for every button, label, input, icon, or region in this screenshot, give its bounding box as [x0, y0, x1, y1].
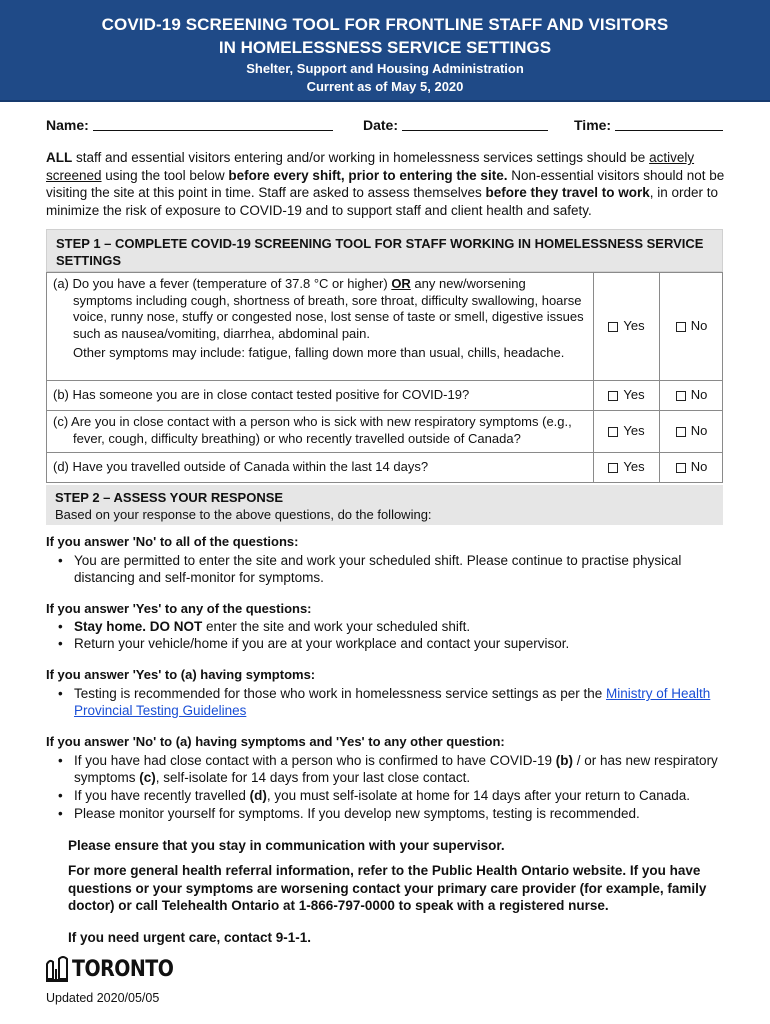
note-stay-in-communication: Please ensure that you stay in communication with your supervisor.	[68, 838, 505, 853]
bullet-text	[74, 618, 718, 635]
question-a-yes[interactable]	[594, 273, 660, 380]
question-d: (d) Have you travelled outside of Canada within the last 14 days?	[47, 453, 594, 482]
time-label: Time:	[574, 117, 612, 133]
bullet-text: You are permitted to enter the site and work your scheduled shift. Please continue to practise physical distancing and self-monitor for symptoms.	[74, 553, 682, 585]
bullet-icon: •	[58, 788, 63, 803]
intro-before-travel: before they travel to work	[485, 185, 650, 200]
bullet-icon: •	[58, 636, 63, 651]
testing-guidelines-link[interactable]: Ministry of Health Provincial Testing Guidelines	[74, 686, 711, 718]
checkbox-icon[interactable]	[608, 322, 618, 332]
step1-header	[46, 229, 723, 272]
yes-label: Yes	[623, 318, 645, 334]
section-no-to-a-yes-other-heading: If you answer 'No' to (a) having symptoms and 'Yes' to any other question:	[46, 734, 505, 749]
city-hall-icon	[46, 956, 68, 982]
list-item	[58, 752, 718, 786]
time-field	[574, 116, 723, 133]
bullet-icon: •	[58, 686, 63, 701]
no-label: No	[690, 423, 708, 439]
question-b-yes[interactable]	[594, 381, 660, 410]
bullet-text	[74, 685, 718, 719]
intro-paragraph	[46, 149, 726, 219]
list-item	[58, 685, 718, 719]
note-urgent-care: If you need urgent care, contact 9-1-1.	[68, 930, 312, 945]
question-d-yes[interactable]	[594, 453, 660, 482]
contact-ref-c: (c)	[139, 770, 156, 785]
testing-text: Testing is recommended for those who work in homelessness service settings as per the	[74, 686, 606, 701]
intro-text-3: Non-essential visitors should not be visiting the site at this point in time. Staff are asked to assess themselves	[46, 167, 725, 200]
note-general-health-referral: For more general health referral information, refer to the Public Health Ontario website. If you have questions or your symptoms are worsening contact your primary care provider (for example, family doctor) or call Telehealth Ontario at 1-866-797-0000 to speak with a registered nurse.	[68, 863, 707, 913]
contact-ref-b: (b)	[555, 753, 573, 768]
updated-date: Updated 2020/05/05	[46, 991, 160, 1005]
yes-label: Yes	[623, 459, 645, 475]
date-label: Date:	[363, 117, 399, 133]
section-yes-to-a-heading: If you answer 'Yes' to (a) having symptoms:	[46, 667, 316, 682]
travel-ref-d: (d)	[249, 788, 267, 803]
checkbox-icon[interactable]	[608, 427, 618, 437]
current-date-line: Current as of May 5, 2020	[306, 79, 464, 94]
no-label: No	[690, 318, 708, 334]
section-yes-to-any-heading: If you answer 'Yes' to any of the questions:	[46, 601, 312, 616]
date-field	[363, 116, 548, 133]
list-item	[58, 787, 718, 804]
list-item	[58, 635, 718, 652]
question-a	[47, 273, 594, 380]
checkbox-icon[interactable]	[676, 322, 686, 332]
intro-text-2: using the tool below	[101, 167, 229, 183]
step2-header	[46, 485, 723, 525]
question-row-d	[46, 453, 723, 483]
question-b: (b) Has someone you are in close contact tested positive for COVID-19?	[47, 381, 594, 410]
question-a-or: OR	[391, 276, 411, 291]
list-item	[58, 552, 718, 586]
list-item	[58, 805, 718, 822]
stay-home-rest: enter the site and work your scheduled shift.	[202, 619, 471, 634]
document-header	[0, 0, 770, 102]
step2-subtitle: Based on your response to the above questions, do the following:	[55, 507, 432, 522]
intro-actively-screened: actively screened	[46, 150, 695, 183]
checkbox-icon[interactable]	[676, 463, 686, 473]
question-a-part2: any new/worsening symptoms including cough, shortness of breath, sore throat, difficulty swallowing, hoarse voice, runny nose, stuffy or congested nose, lost sense of taste or smell, digestive issues such as nausea/vomiting, diarrhea, abdominal pain.	[73, 276, 584, 341]
question-row-b	[46, 381, 723, 411]
step1-title: STEP 1 – COMPLETE COVID-19 SCREENING TOOL FOR STAFF WORKING IN HOMELESSNESS SERVICE SETTINGS	[56, 236, 704, 268]
question-row-c	[46, 411, 723, 453]
yes-label: Yes	[623, 387, 645, 403]
bullet-text	[74, 752, 718, 786]
section-no-to-all-heading: If you answer 'No' to all of the questions:	[46, 534, 299, 549]
date-input-line[interactable]	[402, 116, 548, 131]
bullet-text: Please monitor yourself for symptoms. If you develop new symptoms, testing is recommended.	[74, 806, 640, 821]
intro-text-4: , in order to minimize the risk of exposure to COVID-19 and to support staff and client health and safety.	[46, 185, 719, 218]
intro-text-1: staff and essential visitors entering and/or working in homelessness services settings should be	[72, 150, 650, 165]
question-a-other-symptoms: Other symptoms may include: fatigue, falling down more than usual, chills, headache.	[73, 345, 565, 360]
travel-text-c: , you must self-isolate at home for 14 days after your return to Canada.	[266, 788, 691, 803]
contact-text-a: If you have had close contact with a person who is confirmed to have COVID-19	[74, 753, 556, 768]
title-line-1: COVID-19 SCREENING TOOL FOR FRONTLINE STAFF AND VISITORS	[101, 15, 669, 34]
question-row-a	[46, 272, 723, 381]
yes-label: Yes	[623, 423, 645, 439]
question-b-no[interactable]	[659, 381, 724, 410]
question-a-text	[53, 276, 587, 342]
toronto-logo	[46, 955, 173, 983]
travel-text-a: If you have recently travelled	[74, 788, 250, 803]
step2-title: STEP 2 – ASSESS YOUR RESPONSE	[55, 490, 284, 505]
checkbox-icon[interactable]	[608, 463, 618, 473]
name-input-line[interactable]	[93, 116, 333, 131]
bullet-icon: •	[58, 619, 63, 634]
question-c-no[interactable]	[659, 411, 724, 452]
name-field	[46, 116, 333, 133]
contact-text-e: , self-isolate for 14 days from your last close contact.	[155, 770, 471, 785]
question-d-no[interactable]	[659, 453, 724, 482]
question-c	[47, 411, 594, 452]
intro-all: ALL	[46, 150, 73, 165]
list-item	[58, 618, 718, 635]
bullet-text	[74, 787, 718, 804]
bullet-icon: •	[58, 553, 63, 568]
checkbox-icon[interactable]	[676, 391, 686, 401]
question-a-part1: (a) Do you have a fever (temperature of 37.8 °C or higher)	[53, 276, 392, 291]
toronto-wordmark: TORONTO	[72, 956, 174, 982]
checkbox-icon[interactable]	[608, 391, 618, 401]
question-c-text: (c) Are you in close contact with a person who is sick with new respiratory symptoms (e.g., fever, cough, difficulty breathing) or who recently travelled outside of Canada?	[53, 414, 572, 446]
time-input-line[interactable]	[615, 116, 723, 131]
intro-before-shift: before every shift, prior to entering the site.	[228, 167, 508, 183]
contact-text-c: / or has new respiratory symptoms	[74, 753, 718, 785]
no-label: No	[690, 387, 708, 403]
bullet-icon: •	[58, 753, 63, 768]
name-label: Name:	[46, 117, 89, 133]
bullet-icon: •	[58, 806, 63, 821]
subtitle: Shelter, Support and Housing Administration	[246, 61, 524, 76]
checkbox-icon[interactable]	[676, 427, 686, 437]
stay-home-bold: Stay home. DO NOT	[74, 619, 203, 634]
question-a-no[interactable]	[659, 273, 724, 380]
bullet-text: Return your vehicle/home if you are at your workplace and contact your supervisor.	[74, 636, 570, 651]
no-label: No	[690, 459, 708, 475]
title-line-2: IN HOMELESSNESS SERVICE SETTINGS	[218, 38, 552, 57]
question-c-yes[interactable]	[594, 411, 660, 452]
